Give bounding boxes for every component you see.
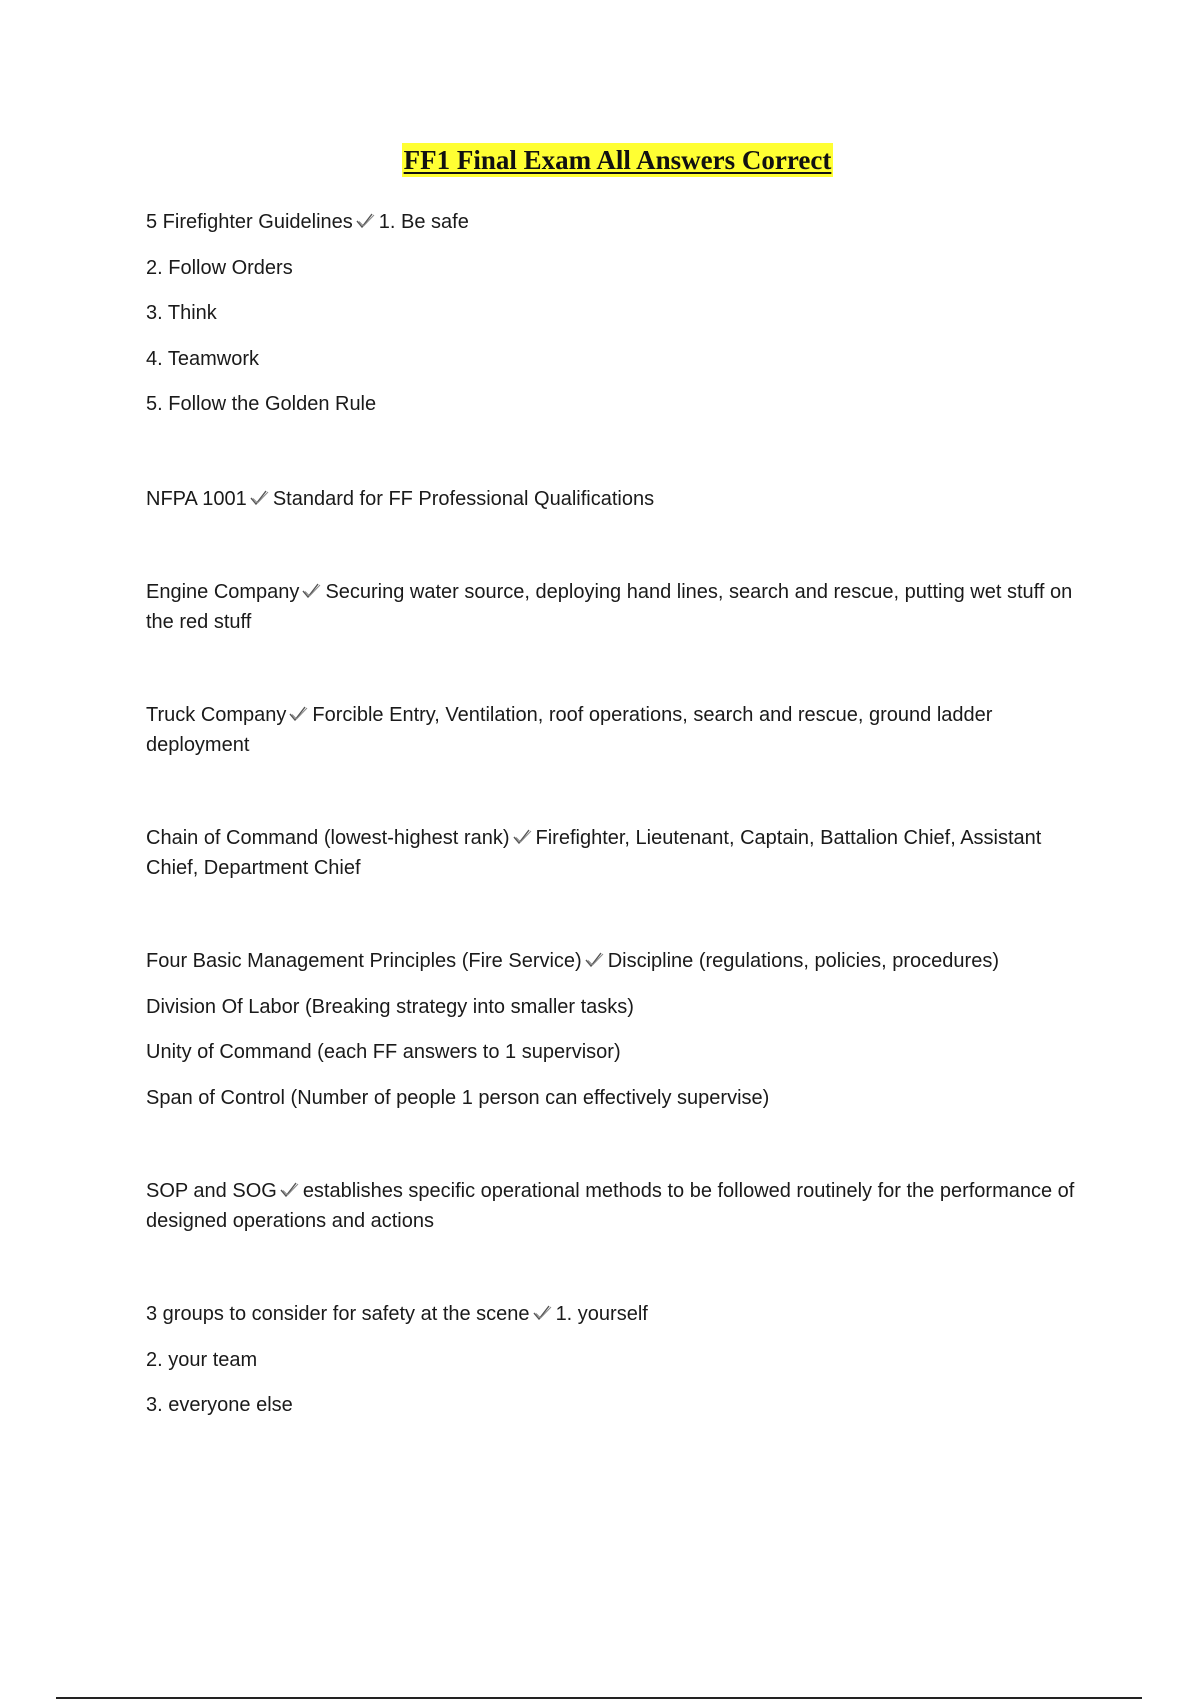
entry-engine-company: [146, 577, 1096, 637]
entry-term: SOP and SOG: [146, 1180, 277, 1202]
entry-answer: Securing water source, deploying hand lines, search and rescue, putting wet stuff on the red stuff: [146, 581, 1073, 633]
double-check-icon: [356, 212, 378, 230]
double-check-icon: [533, 1304, 555, 1322]
entry-sop-and-sog: [146, 1176, 1096, 1236]
entry-term: 3 groups to consider for safety at the scene: [146, 1303, 530, 1325]
entry-answer: Standard for FF Professional Qualifications: [272, 488, 655, 510]
footer-rule: [56, 1697, 1142, 1699]
entry-term: Chain of Command (lowest-highest rank): [146, 827, 510, 849]
entry-answer: 1. Be safe: [378, 211, 469, 233]
entry-continuation-line: Division Of Labor (Breaking strategy into smaller tasks): [146, 996, 634, 1018]
entry-term: Four Basic Management Principles (Fire Service): [146, 950, 582, 972]
entry-5-firefighter-guidelines: [146, 207, 1096, 237]
entry-answer: Discipline (regulations, policies, procedures): [607, 950, 999, 972]
entry-continuation-line: 4. Teamwork: [146, 348, 260, 370]
double-check-icon: [302, 582, 324, 600]
double-check-icon: [250, 489, 272, 507]
entry-answer: 1. yourself: [555, 1303, 648, 1325]
entry-term: NFPA 1001: [146, 488, 247, 510]
entry-chain-of-command: [146, 823, 1096, 883]
entry-management-principles: [146, 946, 1096, 976]
entry-term: Engine Company: [146, 581, 300, 603]
entry-answer: Firefighter, Lieutenant, Captain, Battalion Chief, Assistant Chief, Department Chief: [146, 827, 1042, 879]
entry-continuation-line: 3. Think: [146, 302, 217, 324]
double-check-icon: [289, 705, 311, 723]
entry-safety-groups: [146, 1299, 1096, 1329]
double-check-icon: [585, 951, 607, 969]
entry-continuation-line: 5. Follow the Golden Rule: [146, 393, 377, 415]
entry-nfpa-1001: [146, 484, 1096, 514]
document-title: FF1 Final Exam All Answers Correct: [403, 145, 832, 175]
entry-answer: Forcible Entry, Ventilation, roof operations, search and rescue, ground ladder deployment: [146, 704, 993, 756]
entry-answer: establishes specific operational methods to be followed routinely for the performance of designed operations and actions: [146, 1180, 1075, 1232]
entry-continuation-line: 2. your team: [146, 1349, 258, 1371]
double-check-icon: [513, 828, 535, 846]
entry-continuation-line: Span of Control (Number of people 1 person can effectively supervise): [146, 1087, 770, 1109]
entry-continuation-line: Unity of Command (each FF answers to 1 supervisor): [146, 1041, 621, 1063]
entry-truck-company: [146, 700, 1096, 760]
entry-continuation-line: 3. everyone else: [146, 1394, 293, 1416]
entry-term: 5 Firefighter Guidelines: [146, 211, 353, 233]
entry-term: Truck Company: [146, 704, 287, 726]
title-container: [0, 143, 1200, 177]
entry-continuation-line: 2. Follow Orders: [146, 257, 293, 279]
double-check-icon: [280, 1181, 302, 1199]
